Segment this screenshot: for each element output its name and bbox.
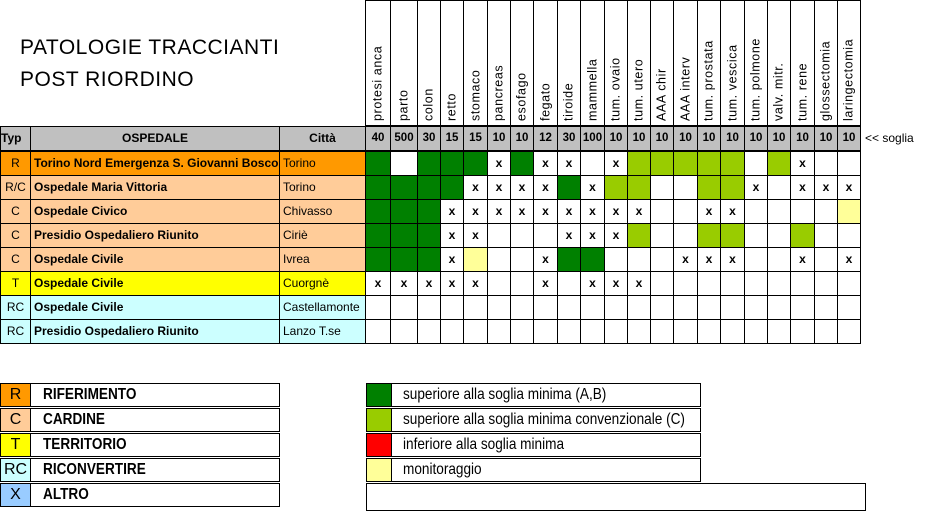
legend-color-label: superiore alla soglia minima convenzionale (C)	[403, 411, 685, 428]
indicator-cell: x	[628, 272, 651, 296]
indicator-cell	[651, 200, 674, 224]
procedure-name: tum. prostata	[701, 40, 716, 121]
legend-type-row	[0, 383, 280, 407]
indicator-cell	[745, 248, 768, 272]
indicator-cell: x	[721, 248, 745, 272]
indicator-cell	[488, 272, 511, 296]
table-row	[1, 320, 923, 344]
indicator-cell	[674, 151, 698, 176]
procedure-name: pancreas	[491, 64, 506, 121]
indicator-cell	[441, 320, 464, 344]
indicator-cell	[745, 151, 768, 176]
indicator-cell	[768, 248, 791, 272]
indicator-cell: x	[366, 272, 391, 296]
table-row	[1, 151, 923, 176]
legend-color-row	[366, 433, 701, 457]
threshold-cell: 10	[698, 126, 721, 151]
threshold-cell: 500	[391, 126, 418, 151]
indicator-cell	[768, 224, 791, 248]
procedure-header	[366, 1, 391, 127]
indicator-cell: x	[464, 272, 488, 296]
threshold-cell: 10	[511, 126, 534, 151]
title-line-2: POST RIORDINO	[20, 68, 195, 91]
indicator-cell	[366, 248, 391, 272]
legend-type-code: X	[1, 484, 31, 506]
procedure-name: parto	[396, 89, 411, 121]
indicator-cell	[651, 176, 674, 200]
title-line-1: PATOLOGIE TRACCIANTI	[20, 36, 280, 59]
procedure-header	[838, 1, 861, 127]
indicator-cell: x	[605, 200, 628, 224]
procedure-header	[488, 1, 511, 127]
indicator-cell	[511, 320, 534, 344]
procedure-name: tum. ovaio	[608, 57, 623, 121]
hospital-name: Presidio Ospedaliero Riunito	[31, 224, 280, 248]
indicator-cell: x	[488, 200, 511, 224]
indicator-cell: x	[838, 176, 861, 200]
indicator-cell: x	[418, 272, 441, 296]
soglia-label: << soglia	[861, 126, 923, 151]
indicator-cell	[391, 176, 418, 200]
indicator-cell	[511, 248, 534, 272]
threshold-cell: 10	[674, 126, 698, 151]
indicator-cell: x	[698, 248, 721, 272]
indicator-cell: x	[581, 272, 605, 296]
indicator-cell	[391, 224, 418, 248]
indicator-cell	[745, 224, 768, 248]
hospital-type: C	[1, 248, 31, 272]
indicator-cell	[698, 151, 721, 176]
legend-color-label: superiore alla soglia minima (A,B)	[403, 386, 607, 403]
indicator-cell: x	[464, 224, 488, 248]
procedure-header	[721, 1, 745, 127]
procedure-name: mammella	[585, 58, 599, 121]
indicator-cell	[366, 176, 391, 200]
procedure-name: fegato	[538, 82, 552, 121]
hospital-type: R	[1, 151, 31, 176]
indicator-cell	[628, 176, 651, 200]
indicator-cell	[698, 176, 721, 200]
table-row	[1, 272, 923, 296]
indicator-cell	[838, 296, 861, 320]
procedure-name: AAA chir	[654, 68, 669, 121]
legend-type-code: R	[1, 384, 31, 406]
indicator-cell: x	[534, 248, 558, 272]
indicator-cell: x	[441, 272, 464, 296]
indicator-cell	[628, 320, 651, 344]
indicator-cell	[651, 320, 674, 344]
indicator-cell	[558, 296, 581, 320]
indicator-cell: x	[558, 224, 581, 248]
threshold-cell: 10	[768, 126, 791, 151]
indicator-cell	[605, 320, 628, 344]
legend-type-label: ALTRO	[43, 486, 89, 503]
indicator-cell	[815, 248, 838, 272]
indicator-cell	[391, 200, 418, 224]
indicator-cell: x	[791, 248, 815, 272]
indicator-cell	[838, 320, 861, 344]
indicator-cell: x	[721, 200, 745, 224]
table-row	[1, 248, 923, 272]
indicator-cell: x	[745, 176, 768, 200]
legend-type-code: RC	[1, 459, 31, 481]
hospital-city: Cuorgnè	[280, 272, 366, 296]
hospital-type: C	[1, 224, 31, 248]
indicator-cell	[721, 320, 745, 344]
procedure-name: retto	[444, 92, 459, 121]
indicator-cell: x	[674, 248, 698, 272]
hospital-name: Ospedale Civile	[31, 272, 280, 296]
indicator-cell: x	[441, 224, 464, 248]
indicator-cell	[441, 151, 464, 176]
indicator-cell	[815, 200, 838, 224]
indicator-cell: x	[838, 248, 861, 272]
hospital-city: Ivrea	[280, 248, 366, 272]
procedure-header	[768, 1, 791, 127]
indicator-cell: x	[488, 151, 511, 176]
hospital-type: R/C	[1, 176, 31, 200]
indicator-cell	[534, 296, 558, 320]
indicator-cell	[441, 176, 464, 200]
legend-color-label: monitoraggio	[403, 461, 482, 478]
indicator-cell	[745, 320, 768, 344]
indicator-cell: x	[534, 176, 558, 200]
indicator-cell	[768, 296, 791, 320]
threshold-cell: 15	[441, 126, 464, 151]
indicator-cell	[628, 296, 651, 320]
hospital-type: RC	[1, 320, 31, 344]
indicator-cell	[721, 224, 745, 248]
procedure-name: stomaco	[468, 69, 482, 121]
indicator-cell	[745, 272, 768, 296]
indicator-cell	[745, 200, 768, 224]
procedure-header	[441, 1, 464, 127]
column-header-typ: Typ	[1, 126, 31, 151]
threshold-cell: 10	[815, 126, 838, 151]
indicator-cell	[488, 224, 511, 248]
indicator-cell: x	[581, 176, 605, 200]
hospital-city: Ciriè	[280, 224, 366, 248]
indicator-cell	[628, 151, 651, 176]
procedure-header	[651, 1, 674, 127]
indicator-cell	[488, 296, 511, 320]
procedure-header	[391, 1, 418, 127]
threshold-cell: 30	[558, 126, 581, 151]
indicator-cell	[768, 200, 791, 224]
indicator-cell	[698, 224, 721, 248]
indicator-cell	[674, 296, 698, 320]
procedure-name: tum. rene	[795, 62, 809, 121]
threshold-cell: 10	[628, 126, 651, 151]
indicator-cell	[628, 224, 651, 248]
indicator-cell	[558, 272, 581, 296]
procedure-name: tum. utero	[631, 58, 646, 121]
indicator-cell: x	[558, 200, 581, 224]
indicator-cell: x	[511, 200, 534, 224]
indicator-cell	[464, 248, 488, 272]
indicator-cell	[815, 224, 838, 248]
procedure-name: esofago	[514, 72, 529, 121]
procedure-name: tum. polmone	[748, 38, 763, 121]
indicator-cell: x	[581, 200, 605, 224]
indicator-cell	[488, 248, 511, 272]
hospital-city: Torino	[280, 151, 366, 176]
indicator-cell	[721, 296, 745, 320]
indicator-cell	[366, 296, 391, 320]
procedure-name: protesi anca	[370, 45, 385, 121]
legend-type-label: TERRITORIO	[43, 436, 127, 453]
indicator-cell	[511, 272, 534, 296]
indicator-cell	[651, 296, 674, 320]
indicator-cell	[511, 151, 534, 176]
procedure-header	[745, 1, 768, 127]
indicator-cell: x	[534, 272, 558, 296]
indicator-cell	[838, 272, 861, 296]
indicator-cell: x	[558, 151, 581, 176]
hospital-type: T	[1, 272, 31, 296]
threshold-cell: 10	[605, 126, 628, 151]
indicator-cell	[418, 200, 441, 224]
indicator-cell	[581, 320, 605, 344]
indicator-cell	[558, 176, 581, 200]
legend-type-label: RICONVERTIRE	[43, 461, 146, 478]
procedure-header	[464, 1, 488, 127]
indicator-cell	[464, 151, 488, 176]
procedure-header	[698, 1, 721, 127]
legend-type-label: RIFERIMENTO	[43, 386, 137, 403]
indicator-cell	[674, 176, 698, 200]
indicator-cell	[815, 151, 838, 176]
legend-color-row	[366, 408, 701, 432]
indicator-cell	[768, 320, 791, 344]
indicator-cell	[815, 296, 838, 320]
indicator-cell	[698, 296, 721, 320]
indicator-cell	[791, 320, 815, 344]
indicator-cell	[674, 224, 698, 248]
indicator-cell	[628, 248, 651, 272]
procedure-name: glossectomia	[818, 40, 833, 121]
indicator-cell	[418, 151, 441, 176]
indicator-cell	[721, 176, 745, 200]
threshold-cell: 10	[721, 126, 745, 151]
indicator-cell	[558, 320, 581, 344]
hospital-city: Lanzo T.se	[280, 320, 366, 344]
indicator-cell	[534, 320, 558, 344]
table-row	[1, 176, 923, 200]
indicator-cell	[838, 200, 861, 224]
indicator-cell	[651, 272, 674, 296]
indicator-cell	[791, 272, 815, 296]
indicator-cell	[366, 224, 391, 248]
procedure-header	[674, 1, 698, 127]
indicator-cell	[605, 296, 628, 320]
indicator-cell	[768, 151, 791, 176]
indicator-cell	[511, 296, 534, 320]
indicator-cell: x	[698, 200, 721, 224]
procedure-header	[791, 1, 815, 127]
procedure-name: AAA interv	[678, 56, 692, 121]
indicator-cell: x	[441, 200, 464, 224]
procedure-header	[511, 1, 534, 127]
indicator-cell	[651, 248, 674, 272]
column-header-ospedale: OSPEDALE	[31, 126, 280, 151]
legend-color-row	[366, 458, 701, 482]
threshold-cell: 10	[838, 126, 861, 151]
indicator-cell	[651, 151, 674, 176]
procedure-name: tum. vescica	[725, 44, 739, 121]
table-row	[1, 296, 923, 320]
indicator-cell	[838, 151, 861, 176]
indicator-cell	[534, 224, 558, 248]
indicator-cell	[791, 200, 815, 224]
indicator-cell	[558, 248, 581, 272]
hospital-type: RC	[1, 296, 31, 320]
indicator-cell: x	[534, 200, 558, 224]
indicator-cell: x	[605, 151, 628, 176]
indicator-cell: x	[815, 176, 838, 200]
hospital-name: Ospedale Civile	[31, 296, 280, 320]
indicator-cell	[745, 296, 768, 320]
threshold-cell: 10	[791, 126, 815, 151]
indicator-cell	[511, 224, 534, 248]
hospital-name: Presidio Ospedaliero Riunito	[31, 320, 280, 344]
indicator-cell	[464, 320, 488, 344]
indicator-cell	[391, 151, 418, 176]
indicator-cell: x	[581, 224, 605, 248]
threshold-cell: 10	[651, 126, 674, 151]
indicator-cell	[418, 248, 441, 272]
legend-type-row	[0, 483, 280, 507]
indicator-cell: x	[391, 272, 418, 296]
legend-color-label: inferiore alla soglia minima	[403, 436, 565, 453]
indicator-cell: x	[534, 151, 558, 176]
indicator-cell	[791, 224, 815, 248]
indicator-cell	[815, 272, 838, 296]
indicator-cell	[768, 272, 791, 296]
indicator-cell: x	[464, 200, 488, 224]
indicator-cell	[418, 320, 441, 344]
indicator-cell	[605, 176, 628, 200]
indicator-cell: x	[791, 151, 815, 176]
threshold-cell: 10	[745, 126, 768, 151]
indicator-cell	[605, 248, 628, 272]
indicator-cell	[674, 320, 698, 344]
indicator-cell: x	[488, 176, 511, 200]
indicator-cell: x	[441, 248, 464, 272]
legend-color-swatch	[367, 384, 392, 406]
indicator-cell	[391, 248, 418, 272]
hospital-name: Ospedale Civile	[31, 248, 280, 272]
indicator-cell	[838, 224, 861, 248]
procedure-name: colon	[421, 88, 436, 121]
indicator-cell: x	[628, 200, 651, 224]
legend-type-label: CARDINE	[43, 411, 105, 428]
legend-color-swatch	[367, 434, 392, 456]
indicator-cell	[815, 320, 838, 344]
hospital-city: Torino	[280, 176, 366, 200]
indicator-cell	[366, 320, 391, 344]
hospital-type: C	[1, 200, 31, 224]
indicator-cell: x	[605, 224, 628, 248]
hospital-name: Torino Nord Emergenza S. Giovanni Bosco	[31, 151, 280, 176]
threshold-cell: 15	[464, 126, 488, 151]
legend-type-row	[0, 433, 280, 457]
procedure-header	[628, 1, 651, 127]
hospital-city: Castellamonte	[280, 296, 366, 320]
procedure-header	[605, 1, 628, 127]
indicator-cell: x	[791, 176, 815, 200]
indicator-cell: x	[464, 176, 488, 200]
indicator-cell	[581, 248, 605, 272]
procedure-name: valv. mitr.	[771, 62, 786, 121]
indicator-cell	[581, 296, 605, 320]
legend-type-code: C	[1, 409, 31, 431]
threshold-cell: 30	[418, 126, 441, 151]
indicator-cell	[674, 200, 698, 224]
indicator-cell	[391, 296, 418, 320]
indicator-cell	[391, 320, 418, 344]
procedure-header	[581, 1, 605, 127]
indicator-cell	[651, 224, 674, 248]
indicator-cell	[441, 296, 464, 320]
procedure-name: laringectomia	[841, 38, 856, 121]
indicator-cell	[418, 296, 441, 320]
table-row	[1, 200, 923, 224]
indicator-cell: x	[605, 272, 628, 296]
indicator-cell	[418, 176, 441, 200]
legend-color-row	[366, 383, 701, 407]
legend-color-swatch	[367, 459, 392, 481]
indicator-cell	[464, 296, 488, 320]
procedure-header	[558, 1, 581, 127]
procedure-header	[418, 1, 441, 127]
hospital-city: Chivasso	[280, 200, 366, 224]
indicator-cell	[418, 224, 441, 248]
indicator-cell	[674, 272, 698, 296]
procedure-name: tiroide	[561, 82, 576, 121]
indicator-cell	[581, 151, 605, 176]
indicator-cell	[366, 200, 391, 224]
legend-type-row	[0, 408, 280, 432]
indicator-cell	[721, 272, 745, 296]
hospital-name: Ospedale Civico	[31, 200, 280, 224]
indicator-cell	[768, 176, 791, 200]
legend-empty-row	[366, 483, 866, 511]
legend-type-code: T	[1, 434, 31, 456]
threshold-cell: 10	[488, 126, 511, 151]
legend-type-row	[0, 458, 280, 482]
table-row	[1, 224, 923, 248]
threshold-cell: 100	[581, 126, 605, 151]
indicator-cell	[698, 320, 721, 344]
procedure-header	[815, 1, 838, 127]
threshold-cell: 12	[534, 126, 558, 151]
legend-color-swatch	[367, 409, 392, 431]
hospital-name: Ospedale Maria Vittoria	[31, 176, 280, 200]
procedure-header	[534, 1, 558, 127]
indicator-cell	[366, 151, 391, 176]
indicator-cell	[721, 151, 745, 176]
threshold-cell: 40	[366, 126, 391, 151]
indicator-cell	[488, 320, 511, 344]
column-header-citta: Città	[280, 126, 366, 151]
indicator-cell	[698, 272, 721, 296]
indicator-cell: x	[511, 176, 534, 200]
indicator-cell	[791, 296, 815, 320]
